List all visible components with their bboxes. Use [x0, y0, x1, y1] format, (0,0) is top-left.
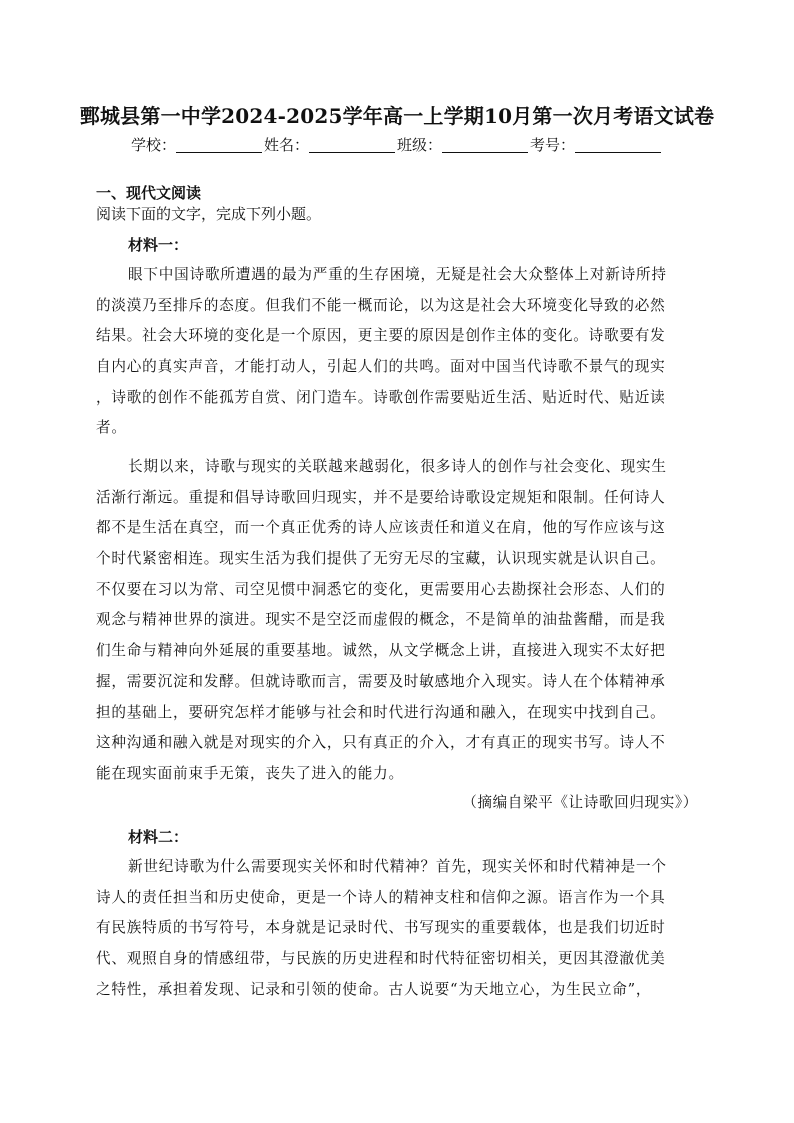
text-line: 活渐行渐远。重提和倡导诗歌回归现实，并不是要给诗歌设定规矩和限制。任何诗人: [96, 488, 666, 506]
class-blank: [442, 136, 528, 153]
text-line: 者。: [96, 419, 127, 437]
text-line: 长期以来，诗歌与现实的关联越来越弱化，很多诗人的创作与社会变化、现实生: [128, 458, 667, 475]
name-label: 姓名：: [263, 136, 309, 154]
section-heading: 一、现代文阅读: [96, 184, 202, 202]
material-one-source: （摘编自梁平《让诗歌回归现实》）: [462, 794, 698, 811]
text-line: 担的基础上，要研究怎样才能够与社会和时代进行沟通和融入，在现实中找到自己。: [96, 703, 666, 721]
class-label: 班级：: [397, 136, 443, 154]
text-line: 代、观照自身的情感纽带，与民族的历史进程和时代特征密切相关，更因其澄澈优美: [96, 950, 666, 968]
exam-number-label: 考号：: [530, 136, 576, 154]
school-label: 学校：: [130, 136, 176, 154]
material-two-label: 材料二：: [128, 828, 189, 846]
text-line: ，诗歌的创作不能孤芳自赏、闭门造车。诗歌创作需要贴近生活、贴近时代、贴近读: [96, 388, 666, 406]
school-blank: [176, 136, 262, 153]
exam-number-blank: [575, 136, 661, 153]
text-line: 这种沟通和融入就是对现实的介入，只有真正的介入，才有真正的现实书写。诗人不: [96, 734, 666, 752]
exam-title: 鄄城县第一中学2024-2025学年高一上学期10月第一次月考语文试卷: [79, 104, 715, 128]
material-one-label: 材料一：: [128, 236, 189, 254]
text-line: 眼下中国诗歌所遭遇的最为严重的生存困境，无疑是社会大众整体上对新诗所持: [128, 266, 667, 283]
text-line: 有民族特质的书写符号，本身就是记录时代、书写现实的重要载体，也是我们切近时: [96, 919, 666, 937]
text-line: 观念与精神世界的演进。现实不是空泛而虚假的概念，不是简单的油盐酱醋，而是我: [96, 611, 666, 629]
text-line: 诗人的责任担当和历史使命，更是一个诗人的精神支柱和信仰之源。语言作为一个具: [96, 888, 666, 906]
text-line: 不仅要在习以为常、司空见惯中洞悉它的变化，更需要用心去勘探社会形态、人们的: [96, 580, 666, 598]
text-line: 自内心的真实声音，才能打动人，引起人们的共鸣。面对中国当代诗歌不景气的现实: [96, 358, 666, 376]
material-one-paragraph-1: [96, 260, 706, 444]
section-instruction: 阅读下面的文字，完成下列小题。: [96, 205, 322, 223]
text-line: 们生命与精神向外延展的重要基地。诚然，从文学概念上讲，直接进入现实不太好把: [96, 642, 666, 660]
text-line: 新世纪诗歌为什么需要现实关怀和时代精神？首先，现实关怀和时代精神是一个: [128, 858, 667, 875]
text-line: 的淡漠乃至排斥的态度。但我们不能一概而论，以为这是社会大环境变化导致的必然: [96, 296, 666, 314]
name-blank: [309, 136, 395, 153]
material-two-paragraph-1: [96, 852, 706, 1005]
text-line: 之特性，承担着发现、记录和引领的使命。古人说要“为天地立心，为生民立命”，: [96, 980, 652, 998]
text-line: 能在现实面前束手无策，丧失了进入的能力。: [96, 764, 404, 782]
text-line: 都不是生活在真空，而一个真正优秀的诗人应该责任和道义在肩，他的写作应该与这: [96, 519, 666, 537]
text-line: 握，需要沉淀和发酵。但就诗歌而言，需要及时敏感地介入现实。诗人在个体精神承: [96, 672, 666, 690]
student-info-row: [0, 134, 794, 156]
text-line: 个时代紧密相连。现实生活为我们提供了无穷无尽的宝藏，认识现实就是认识自己。: [96, 550, 666, 568]
material-one-paragraph-2: [96, 452, 706, 790]
text-line: 结果。社会大环境的变化是一个原因，更主要的原因是创作主体的变化。诗歌要有发: [96, 327, 666, 345]
